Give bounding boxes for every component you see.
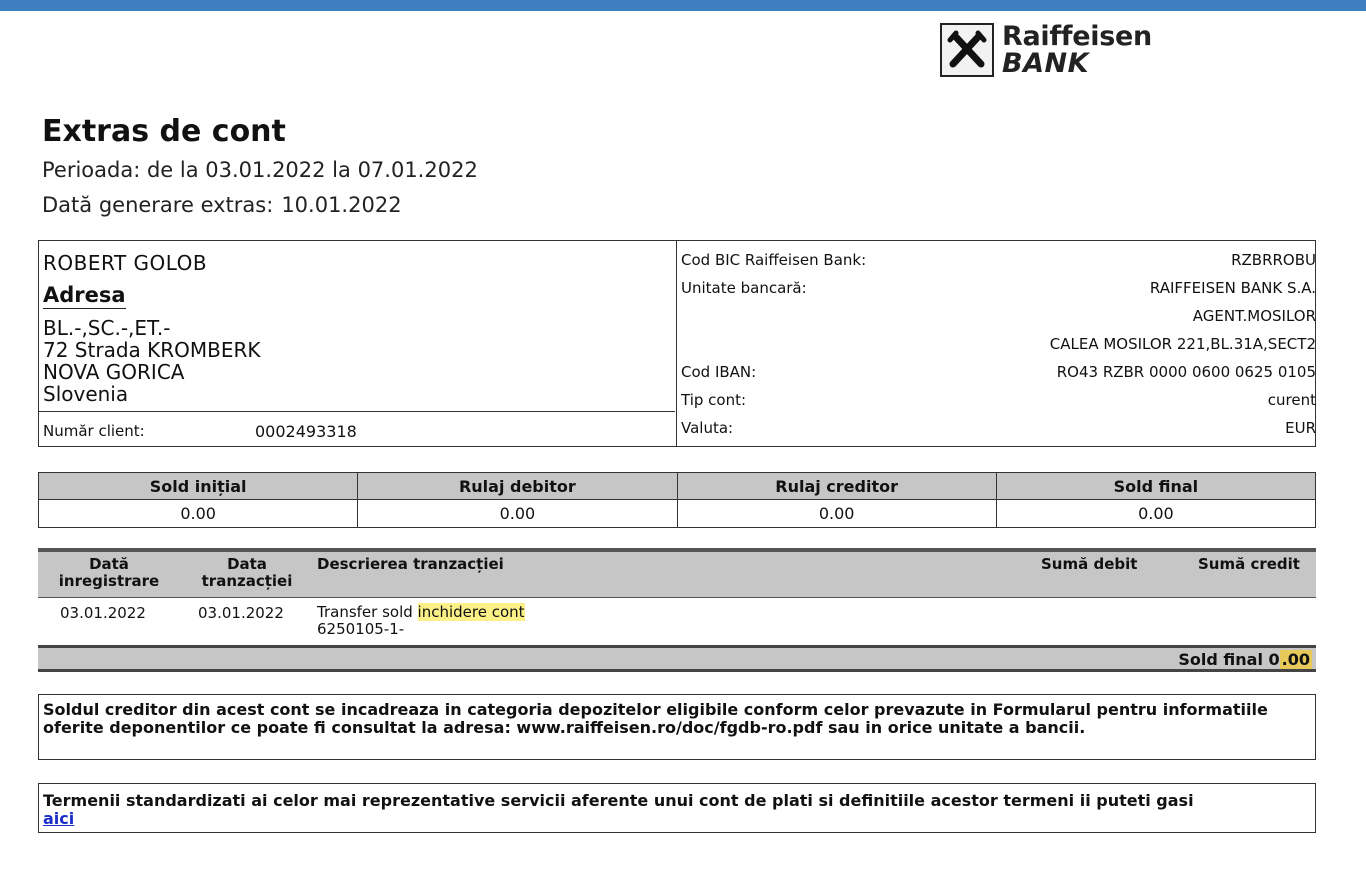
address-line: BL.-,SC.-,ET.-	[43, 316, 171, 340]
terms-link[interactable]: aici	[43, 809, 75, 828]
currency-row	[679, 415, 1316, 440]
logo-wordmark-line1: Raiffeisen	[1002, 21, 1152, 52]
bank-account-info	[679, 241, 1316, 446]
client-info	[39, 241, 677, 446]
address-line: NOVA GORICA	[43, 360, 185, 384]
client-number-row	[39, 411, 675, 446]
client-address	[43, 317, 261, 405]
summary-cell: 0.00	[677, 500, 996, 528]
summary-header: Sold final	[996, 473, 1315, 500]
account-info-box	[38, 240, 1316, 447]
header-debit: Sumă debit	[1041, 555, 1138, 573]
logo-wordmark-line2: BANK	[1002, 48, 1089, 79]
final-balance-bar	[38, 645, 1316, 672]
top-accent-bar	[0, 0, 1366, 11]
transactions-header	[38, 548, 1316, 598]
summary-cell: 0.00	[996, 500, 1315, 528]
crossed-gables-icon	[940, 23, 994, 77]
row-registration-date: 03.01.2022	[60, 604, 146, 622]
summary-cell: 0.00	[358, 500, 677, 528]
final-balance-label: Sold final	[1178, 650, 1269, 669]
iban-label: Cod IBAN:	[681, 363, 757, 381]
header-transaction-date: Data tranzacției	[201, 555, 293, 590]
unit-value-line: AGENT.MOSILOR	[1192, 307, 1316, 325]
client-number-value: 0002493318	[255, 422, 357, 441]
currency-label: Valuta:	[681, 419, 734, 437]
summary-header: Sold inițial	[39, 473, 358, 500]
bic-row	[679, 247, 1316, 272]
terms-note	[38, 783, 1316, 833]
summary-header: Rulaj debitor	[358, 473, 677, 500]
description-text: Transfer sold	[317, 603, 418, 621]
unit-row	[679, 275, 1316, 300]
header-description: Descrierea tranzacției	[317, 555, 504, 573]
unit-row-2	[679, 303, 1316, 328]
description-highlight: inchidere cont	[417, 603, 525, 621]
generation-date	[42, 193, 402, 217]
row-transaction-date: 03.01.2022	[198, 604, 284, 622]
account-type-label: Tip cont:	[681, 391, 747, 409]
account-type-row	[679, 387, 1316, 412]
address-line: Slovenia	[43, 382, 129, 406]
final-balance-value-highlight: .00	[1281, 650, 1310, 669]
unit-label: Unitate bancară:	[681, 279, 807, 297]
deposit-guarantee-note: Soldul creditor din acest cont se incadreaza in categoria depozitelor eligibile conform celor prevazute in Formularul pentru informatiile oferite deponentilor ce poate fi consultat la adresa: www.raiffeisen.ro/doc/fgdb-ro.pdf sau in orice unitate a bancii.	[38, 694, 1316, 760]
summary-header: Rulaj creditor	[677, 473, 996, 500]
address-heading: Adresa	[43, 283, 126, 307]
address-line: 72 Strada KROMBERK	[43, 338, 261, 362]
description-reference: 6250105-1-	[317, 620, 405, 638]
final-balance	[1178, 650, 1312, 669]
statement-title: Extras de cont	[42, 114, 286, 149]
final-balance-value-lead: 0	[1268, 650, 1280, 669]
header-credit: Sumă credit	[1198, 555, 1300, 573]
iban-value: RO43 RZBR 0000 0600 0625 0105	[1056, 363, 1316, 381]
iban-row	[679, 359, 1316, 384]
terms-text: Termenii standardizati ai celor mai reprezentative servicii aferente unui cont de plati si definitiile acestor termeni ii puteti gasi	[43, 791, 1194, 810]
raiffeisen-logo	[940, 22, 1152, 78]
bic-value: RZBRROBU	[1231, 251, 1316, 269]
generation-date-label: Dată generare extras:	[42, 193, 274, 217]
currency-value: EUR	[1285, 419, 1316, 437]
unit-value-line: CALEA MOSILOR 221,BL.31A,SECT2	[1049, 335, 1316, 353]
summary-cell: 0.00	[39, 500, 358, 528]
client-number-label: Număr client:	[43, 422, 145, 440]
unit-row-3	[679, 331, 1316, 356]
unit-value-line: RAIFFEISEN BANK S.A.	[1149, 279, 1316, 297]
row-description	[317, 604, 525, 638]
client-name: ROBERT GOLOB	[43, 251, 208, 275]
statement-period: Perioada: de la 03.01.2022 la 07.01.2022	[42, 158, 478, 182]
header-registration-date: Dată inregistrare	[58, 555, 160, 590]
balance-summary-table	[38, 472, 1316, 528]
account-type-value: curent	[1267, 391, 1316, 409]
generation-date-value: 10.01.2022	[281, 193, 402, 217]
bic-label: Cod BIC Raiffeisen Bank:	[681, 251, 867, 269]
